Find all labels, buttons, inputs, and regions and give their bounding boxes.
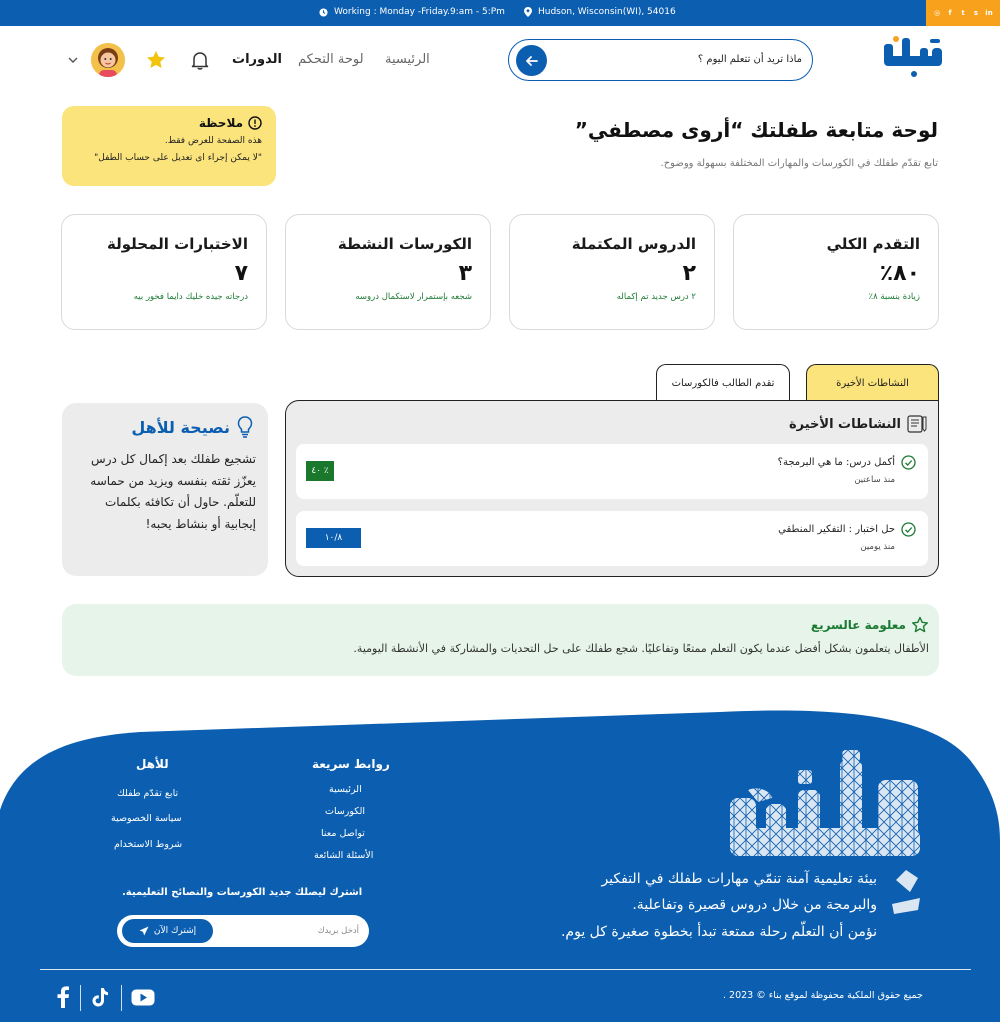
- stat-label: الدروس المكتملة: [571, 235, 696, 253]
- linkedin-icon[interactable]: in: [985, 9, 993, 17]
- stat-value: ٢: [682, 261, 696, 286]
- info-icon: [248, 116, 262, 130]
- send-icon: [139, 926, 149, 936]
- check-circle-icon: [901, 522, 916, 537]
- search-bar[interactable]: [508, 39, 813, 81]
- footer-tagline-line: بيئة تعليمية آمنة تنمّي مهارات طفلك في التفكير: [601, 871, 877, 887]
- working-hours-text: Working : Monday -Friday.9:am - 5:Pm: [334, 7, 505, 17]
- avatar[interactable]: [91, 43, 125, 77]
- note-header: [76, 116, 262, 130]
- stat-value: ٣: [458, 261, 472, 286]
- stat-card-active-courses: [285, 214, 491, 330]
- footer-link-courses[interactable]: الكورسات: [325, 806, 366, 817]
- stat-label: الكورسات النشطة: [337, 235, 472, 253]
- quick-fact-banner: [62, 604, 939, 676]
- stat-card-solved-quizzes: [61, 214, 267, 330]
- copyright-text: جميع حقوق الملكية محفوظة لموقع بناء © 2023 .: [723, 990, 923, 1001]
- social-divider: [121, 985, 122, 1011]
- stat-label: التقدم الكلي: [826, 235, 920, 253]
- activity-time: منذ يومين: [860, 542, 895, 552]
- subscribe-heading: اشترك ليصلك جديد الكورسات والنصائح التعليمية.: [122, 887, 363, 898]
- footer-decoration: [890, 868, 924, 920]
- stat-card-overall-progress: [733, 214, 939, 330]
- stat-value: ٨٠٪: [879, 261, 920, 286]
- view-only-note: [62, 106, 276, 186]
- star-outline-icon: [911, 616, 929, 634]
- footer-link-terms[interactable]: شروط الاستخدام: [114, 839, 183, 850]
- footer-logo: [728, 750, 923, 860]
- footer-link-home[interactable]: الرئيسية: [329, 784, 362, 795]
- tab-course-progress[interactable]: تقدم الطالب فالكورسات: [656, 364, 790, 401]
- fact-header: [72, 616, 929, 634]
- tip-header: [74, 415, 254, 439]
- facebook-icon[interactable]: f: [948, 9, 952, 17]
- activity-time: منذ ساعتين: [854, 475, 895, 485]
- star-icon[interactable]: [145, 49, 167, 71]
- footer-link-track-progress[interactable]: تابع تقدّم طفلك: [117, 788, 179, 799]
- page-subtitle: تابع تقدّم طفلك في الكورسات والمهارات المختلفة بسهولة ووضوح.: [660, 158, 938, 169]
- fact-heading: معلومة عالسريع: [810, 618, 906, 632]
- working-hours: [319, 7, 505, 17]
- address-text: Hudson, Wisconsin(WI), 54016: [538, 7, 676, 17]
- chevron-down-icon[interactable]: [67, 55, 79, 65]
- search-input[interactable]: ماذا تريد أن تتعلم اليوم ؟: [697, 54, 802, 65]
- search-submit-button[interactable]: [516, 45, 547, 76]
- notes-list-icon: [906, 414, 928, 434]
- arrow-left-icon: [525, 54, 539, 68]
- tip-heading: نصيحة للأهل: [131, 417, 230, 437]
- skype-icon[interactable]: s: [973, 9, 979, 17]
- tab-recent-activities[interactable]: النشاطات الأخيرة: [806, 364, 939, 401]
- youtube-icon[interactable]: [131, 985, 155, 1009]
- tip-body: تشجيع طفلك بعد إكمال كل درس يعزّز ثقته بنفسه ويزيد من حماسه للتعلّم. حاول أن تكافئه بكلمات إيجابية أو بنشاط يحبه!: [90, 452, 256, 531]
- stat-card-completed-lessons: [509, 214, 715, 330]
- stat-note: درجاته جيده خليك دايما فخور بيه: [133, 292, 248, 302]
- social-links-top: [926, 0, 1000, 26]
- parents-links-heading: للأهل: [136, 757, 169, 771]
- footer-link-faq[interactable]: الأسئلة الشائعة: [314, 850, 374, 861]
- stat-note: شجعه بإستمرار لاستكمال دروسه: [355, 292, 472, 302]
- stat-label: الاختبارات المحلولة: [107, 235, 248, 253]
- footer-background: [0, 700, 1000, 1022]
- social-divider: [80, 985, 81, 1011]
- quick-links-heading: روابط سريعة: [312, 757, 390, 771]
- nav-courses[interactable]: الدورات: [232, 52, 282, 67]
- note-line-1: هذه الصفحة للعرض فقط.: [164, 136, 262, 146]
- activities-heading: النشاطات الأخيرة: [788, 416, 901, 432]
- activity-text: حل اختبار : التفكير المنطقي: [778, 524, 895, 535]
- clock-icon: [319, 8, 328, 17]
- footer-tagline-line: نؤمن أن التعلّم رحلة ممتعة تبدأ بخطوة صغيرة كل يوم.: [560, 924, 877, 940]
- stat-note: ٢ درس جديد تم إكماله: [616, 292, 696, 302]
- check-circle-icon: [901, 455, 916, 470]
- footer-link-contact[interactable]: تواصل معنا: [321, 828, 365, 839]
- subscribe-form: [117, 915, 369, 947]
- address: [524, 7, 676, 17]
- location-pin-icon: [524, 7, 532, 17]
- top-info-bar: [0, 0, 1000, 26]
- subscribe-button[interactable]: [122, 919, 213, 943]
- lightbulb-icon: [236, 415, 254, 439]
- email-field[interactable]: أدخل بريدك: [317, 926, 359, 936]
- page-title: لوحة متابعة طفلتك “أروى مصطفي”: [574, 118, 938, 142]
- footer-divider: [40, 969, 971, 970]
- note-heading: ملاحظة: [198, 116, 243, 130]
- score-badge: ١٠/٨: [306, 528, 361, 548]
- nav-dashboard[interactable]: لوحة التحكم: [298, 52, 364, 67]
- footer-tagline-line: والبرمجة من خلال دروس قصيرة وتفاعلية.: [632, 897, 877, 913]
- site-logo[interactable]: [882, 34, 944, 84]
- facebook-icon[interactable]: [51, 985, 75, 1009]
- tiktok-icon[interactable]: [88, 985, 112, 1009]
- twitter-icon[interactable]: t: [961, 9, 965, 17]
- recent-activities-panel: [285, 400, 939, 577]
- fact-body: الأطفال يتعلمون بشكل أفضل عندما يكون التعلم ممتعًا وتفاعليًا. شجع طفلك على حل التحديات والمشاركة في الأنشطة اليومية.: [353, 642, 929, 655]
- activity-text: أكمل درس: ما هي البرمجة؟: [777, 457, 895, 468]
- score-badge: ٤٠ ٪: [306, 461, 334, 481]
- subscribe-button-label: إشترك الآن: [153, 926, 197, 936]
- bell-icon[interactable]: [189, 49, 211, 71]
- note-line-2: "لا يمكن إجراء اى تعديل على حساب الطفل": [94, 152, 262, 163]
- stat-value: ٧: [234, 261, 248, 286]
- parents-tip-card: [62, 403, 268, 576]
- activity-item: [296, 511, 928, 566]
- footer-link-privacy[interactable]: سياسة الخصوصية: [111, 813, 182, 824]
- nav-home[interactable]: الرئيسية: [385, 52, 430, 67]
- stat-note: زيادة بنسبة ٨٪: [868, 292, 920, 302]
- instagram-icon[interactable]: ◎: [933, 9, 941, 17]
- activity-item: [296, 444, 928, 499]
- activities-header: [789, 414, 928, 434]
